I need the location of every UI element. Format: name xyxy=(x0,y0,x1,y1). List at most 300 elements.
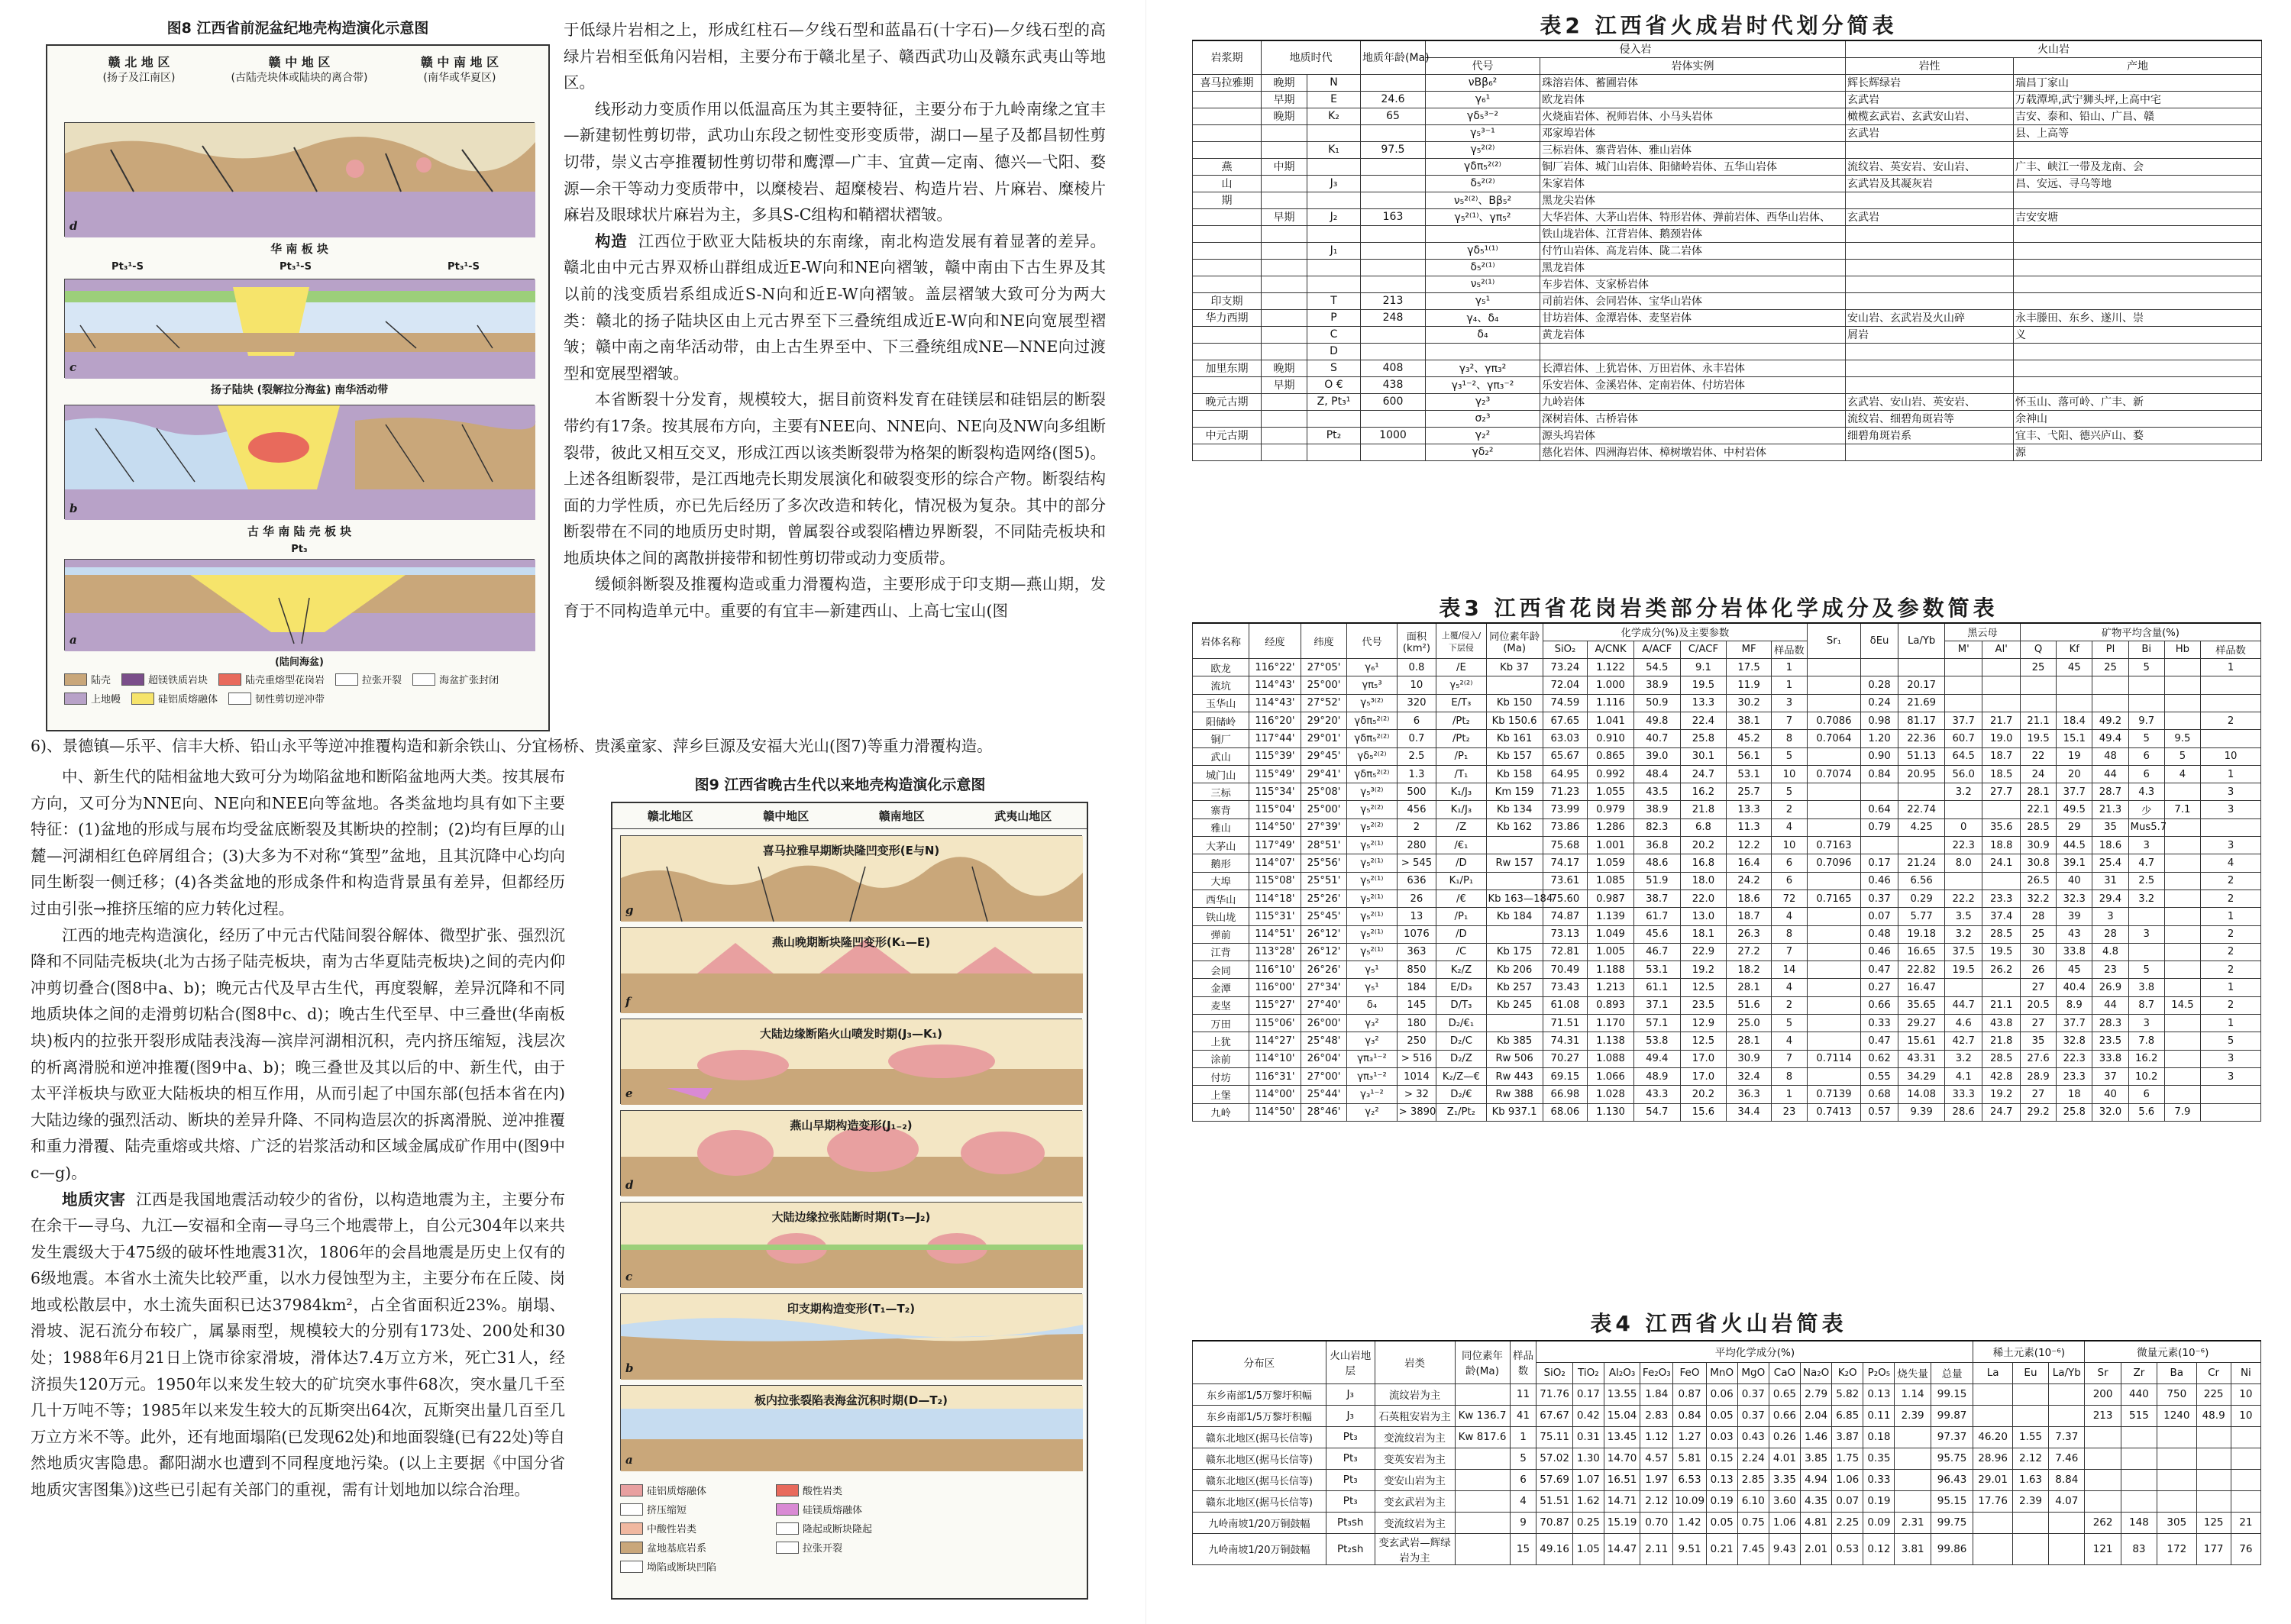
t3-cell: 27°39' xyxy=(1301,818,1347,836)
t3-cell xyxy=(1898,659,1945,676)
t3-cell: 25.8 xyxy=(2057,1103,2092,1121)
t4-head-rock: 岩类 xyxy=(1375,1341,1455,1383)
t3-cell: 3.8 xyxy=(2128,979,2164,996)
fig9-panel-d xyxy=(620,1110,1082,1196)
t4-cell: 0.11 xyxy=(1863,1405,1895,1426)
t3-cell: 116°31' xyxy=(1249,1067,1301,1085)
t3-cell: 1.286 xyxy=(1588,818,1634,836)
t3-cell: 18.1 xyxy=(1680,925,1727,943)
t4-cell: 4.81 xyxy=(1801,1512,1832,1533)
t4-cell: 4 xyxy=(1510,1490,1536,1512)
t2-cell-sub xyxy=(1262,427,1307,444)
t4-cell: 0.05 xyxy=(1706,1405,1737,1426)
t3-cell: 30.1 xyxy=(1680,747,1727,765)
t3-cell: γπ₅³ xyxy=(1347,676,1397,694)
t3-cell: 3 xyxy=(2201,1067,2261,1085)
t3-cell: 25°08' xyxy=(1301,783,1347,801)
t3-cell: 73.43 xyxy=(1543,979,1587,996)
t4-cell: 4.01 xyxy=(1769,1448,1800,1469)
t4-cell: 0.31 xyxy=(1572,1426,1604,1448)
t3-cell: 9.39 xyxy=(1898,1103,1945,1121)
t3-cell: 28.5 xyxy=(1982,1050,2020,1067)
t4-cell: 15 xyxy=(1510,1533,1536,1564)
t4-cell: 0.35 xyxy=(1863,1448,1895,1469)
t3-cell: 27°05' xyxy=(1301,659,1347,676)
t3-cell: 13.3 xyxy=(1680,694,1727,712)
t3-cell: 27 xyxy=(2020,1086,2056,1103)
t4-cell: 1.05 xyxy=(1572,1533,1604,1564)
t4-cell: 3.85 xyxy=(1801,1448,1832,1469)
t3-cell: 0.27 xyxy=(1860,979,1898,996)
table-row xyxy=(1193,1426,2261,1448)
t4-cell: 51.51 xyxy=(1536,1490,1572,1512)
t2-cell-place xyxy=(2014,276,2262,292)
table-row xyxy=(1193,1490,2261,1512)
t2-cell-place xyxy=(2014,343,2262,360)
t4-cell: 95.75 xyxy=(1931,1448,1973,1469)
t3-cell: 25°00' xyxy=(1301,801,1347,818)
t3-cell-name: 九岭 xyxy=(1193,1103,1249,1121)
t3-cell: 35 xyxy=(2020,1032,2056,1050)
t3-cell: 73.24 xyxy=(1543,659,1587,676)
fig9-region: 赣中地区 xyxy=(763,809,809,823)
t3-cell: 18.2 xyxy=(1727,961,1771,979)
t4-cell xyxy=(2012,1533,2048,1564)
t3-cell: Kb 162 xyxy=(1486,818,1543,836)
t2-cell-place xyxy=(2014,360,2262,376)
t3-cell: 27°34' xyxy=(1301,979,1347,996)
t3-cell: 75.60 xyxy=(1543,889,1587,907)
table-row xyxy=(1193,1050,2261,1067)
t3-cell: Rw 506 xyxy=(1486,1050,1543,1067)
t2-cell-example: 三标岩体、寨背岩体、雅山岩体 xyxy=(1540,141,1846,158)
t2-cell-example: 车步岩体、支家桥岩体 xyxy=(1540,276,1846,292)
t3-head-acnk: A/CNK xyxy=(1588,641,1634,658)
t2-cell-period: D xyxy=(1307,343,1361,360)
fig8-panel-b-label: 古 华 南 陆 壳 板 块 xyxy=(247,525,352,538)
table-row xyxy=(1193,872,2261,889)
t4-cell xyxy=(1895,1490,1931,1512)
t2-cell-age xyxy=(1361,410,1426,427)
t3-head-lon: 经度 xyxy=(1249,623,1301,659)
table-row xyxy=(1193,1533,2261,1564)
fig9-panel-c-letter: c xyxy=(625,1270,633,1283)
t3-cell: 22.36 xyxy=(1898,730,1945,747)
t3-cell: D₂/€ xyxy=(1436,1086,1486,1103)
t3-cell: 0.48 xyxy=(1860,925,1898,943)
t3-cell: /Z xyxy=(1436,818,1486,836)
t3-cell: 38.9 xyxy=(1633,676,1680,694)
t3-cell: 14.5 xyxy=(2164,996,2200,1014)
t4-cell: 225 xyxy=(2196,1383,2231,1405)
t4-cell xyxy=(2231,1469,2260,1490)
t4-cell: 21 xyxy=(2231,1512,2260,1533)
t2-cell-place: 吉安安塘 xyxy=(2014,208,2262,225)
table-row xyxy=(1193,1469,2261,1490)
t4-cell xyxy=(2049,1405,2085,1426)
t2-head-era: 岩浆期 xyxy=(1193,40,1262,74)
t3-cell: /€₁ xyxy=(1436,837,1486,854)
t3-cell: 116°00' xyxy=(1249,979,1301,996)
t4-cell: 14.70 xyxy=(1604,1448,1640,1469)
t3-cell: 0.28 xyxy=(1860,676,1898,694)
t2-cell-sub xyxy=(1262,410,1307,427)
t4-cell: 440 xyxy=(2121,1383,2157,1405)
t4-cell: 10.09 xyxy=(1673,1490,1706,1512)
t4-cell: 172 xyxy=(2157,1533,2196,1564)
fig9-legend-item: 中酸性岩类 xyxy=(620,1521,765,1535)
t3-cell: 5.6 xyxy=(2128,1103,2164,1121)
t3-cell: γ₅³⁽²⁾ xyxy=(1347,694,1397,712)
t4-cell: 262 xyxy=(2085,1512,2121,1533)
t3-cell: 20.5 xyxy=(2020,996,2056,1014)
t3-cell: 70.27 xyxy=(1543,1050,1587,1067)
t4-cell: 0.18 xyxy=(1863,1426,1895,1448)
t2-cell-era: 华力西期 xyxy=(1193,309,1262,326)
t2-cell-sub: 早期 xyxy=(1262,208,1307,225)
t3-cell: 56.1 xyxy=(1727,747,1771,765)
t3-cell: γδ₅²⁽²⁾ xyxy=(1347,747,1397,765)
t3-cell: 1.055 xyxy=(1588,783,1634,801)
t3-cell: 0.7 xyxy=(1397,730,1436,747)
t3-cell: 4 xyxy=(2164,765,2200,783)
t2-cell-code: γ₅²⁽²⁾ xyxy=(1426,141,1540,158)
t3-head-n: 样品数 xyxy=(1771,641,1807,658)
t4-cell xyxy=(2196,1448,2231,1469)
t3-cell: 114°43' xyxy=(1249,694,1301,712)
text-col-left xyxy=(31,764,565,1503)
t2-cell-code: νBβ₆² xyxy=(1426,74,1540,91)
t2-cell-rock xyxy=(1846,192,2014,208)
table3-title: 表3 江西省花岗岩类部分岩体化学成分及参数简表 xyxy=(1439,596,1999,621)
t3-cell: 3 xyxy=(2201,783,2261,801)
t3-cell: 22.4 xyxy=(1680,712,1727,729)
t3-cell xyxy=(1860,659,1898,676)
t3-cell: E/T₃ xyxy=(1436,694,1486,712)
t4-cell: 变流纹岩为主 xyxy=(1375,1426,1455,1448)
t4-cell: 95.15 xyxy=(1931,1490,1973,1512)
t3-cell: 0.62 xyxy=(1860,1050,1898,1067)
t3-cell: 2 xyxy=(2201,889,2261,907)
t3-cell: 19.2 xyxy=(1982,1086,2020,1103)
t3-cell-name: 万田 xyxy=(1193,1015,1249,1032)
t4-subhead-cell: Cr xyxy=(2196,1362,2231,1383)
paragraph: 缓倾斜断裂及推覆构造或重力滑覆构造，主要形成于印支期—燕山期，发育于不同构造单元中。重要的有宜丰—新建西山、上高七宝山(图 xyxy=(564,575,1106,621)
t2-cell-age: 248 xyxy=(1361,309,1426,326)
t3-cell: 1 xyxy=(1771,1086,1807,1103)
t3-cell: Kb 37 xyxy=(1486,659,1543,676)
t3-cell: 35.6 xyxy=(1982,818,2020,836)
t4-cell: 变玄武岩—辉绿岩为主 xyxy=(1375,1533,1455,1564)
t3-cell: 24.1 xyxy=(1982,854,2020,872)
fig9-panel-f-name: 燕山晚期断块隆凹变形(K₁—E) xyxy=(771,935,931,949)
t3-cell: 3.5 xyxy=(1945,908,1982,925)
t3-cell: 61.7 xyxy=(1633,908,1680,925)
t3-cell: 38.9 xyxy=(1633,801,1680,818)
t4-cell: 0.26 xyxy=(1769,1426,1800,1448)
t3-cell: 1.088 xyxy=(1588,1050,1634,1067)
t3-cell: 63.03 xyxy=(1543,730,1587,747)
t3-cell: 3 xyxy=(2128,925,2164,943)
t3-cell: K₁/J₃ xyxy=(1436,801,1486,818)
t2-cell-period: K₁ xyxy=(1307,141,1361,158)
t3-cell: 48.4 xyxy=(1633,765,1680,783)
t3-cell: 18.6 xyxy=(1727,889,1771,907)
t3-cell: 850 xyxy=(1397,961,1436,979)
t3-cell: 5.77 xyxy=(1898,908,1945,925)
t3-cell-name: 流坑 xyxy=(1193,676,1249,694)
t4-cell: 46.20 xyxy=(1973,1426,2012,1448)
t3-cell: 0.07 xyxy=(1860,908,1898,925)
t2-cell-age: 65 xyxy=(1361,108,1426,124)
t3-cell: 64.5 xyxy=(1945,747,1982,765)
t3-cell: 2 xyxy=(2201,961,2261,979)
t4-cell: 0.70 xyxy=(1640,1512,1673,1533)
t2-cell-period xyxy=(1307,124,1361,141)
t2-head-rock: 岩性 xyxy=(1846,57,2014,74)
t3-cell-name: 三标 xyxy=(1193,783,1249,801)
t3-cell xyxy=(2164,659,2200,676)
t3-cell xyxy=(1808,925,1861,943)
table-row xyxy=(1193,427,2262,444)
t2-cell-place: 宜丰、弋阳、德兴庐山、婺 xyxy=(2014,427,2262,444)
t3-cell: 280 xyxy=(1397,837,1436,854)
t4-cell: 变流纹岩为主 xyxy=(1375,1512,1455,1533)
t3-cell: γ₅²⁽¹⁾ xyxy=(1347,889,1397,907)
t3-cell xyxy=(2128,943,2164,961)
t3-cell: 28.7 xyxy=(2092,783,2128,801)
t4-cell: 1.06 xyxy=(1832,1469,1863,1490)
t2-cell-code: γ₆¹ xyxy=(1426,91,1540,108)
t3-cell-name: 欧龙 xyxy=(1193,659,1249,676)
t4-cell: 2.39 xyxy=(2012,1490,2048,1512)
t4-cell: 7.46 xyxy=(2049,1448,2085,1469)
t2-cell-place: 永丰滕田、东乡、遂川、崇 xyxy=(2014,309,2262,326)
fig9-legend-item: 坳陷或断块凹陷 xyxy=(620,1559,765,1574)
t3-cell: 9.7 xyxy=(2128,712,2164,729)
t3-cell: 38.1 xyxy=(1727,712,1771,729)
t3-cell: 15.1 xyxy=(2057,730,2092,747)
t3-cell: 1.049 xyxy=(1588,925,1634,943)
t3-cell: 29°01' xyxy=(1301,730,1347,747)
t3-cell: 3.2 xyxy=(1945,1050,1982,1067)
t4-subhead-cell: FeO xyxy=(1673,1362,1706,1383)
t3-cell: Kb 157 xyxy=(1486,747,1543,765)
t4-cell: 11 xyxy=(1510,1383,1536,1405)
t3-cell: 25.7 xyxy=(1727,783,1771,801)
fig8-panel-a xyxy=(64,559,535,651)
fig8-label-pt1: Pt₃¹-S xyxy=(111,261,144,273)
t4-subhead-cell: MnO xyxy=(1706,1362,1737,1383)
t3-cell: 19.18 xyxy=(1898,925,1945,943)
t2-cell-code: σ₂³ xyxy=(1426,410,1540,427)
t3-cell-name: 寨背 xyxy=(1193,801,1249,818)
t3-cell xyxy=(2164,1067,2200,1085)
fig9-legend-item: 硅铝质熔融体 xyxy=(620,1483,765,1497)
t4-cell: 1.75 xyxy=(1832,1448,1863,1469)
t2-cell-sub xyxy=(1262,259,1307,276)
t3-cell: 61.08 xyxy=(1543,996,1587,1014)
t3-cell: 0.84 xyxy=(1860,765,1898,783)
t4-cell: 148 xyxy=(2121,1512,2157,1533)
t3-cell: 36.3 xyxy=(1727,1086,1771,1103)
t4-cell: 1.46 xyxy=(1801,1426,1832,1448)
t3-cell: 2 xyxy=(1397,818,1436,836)
t4-cell xyxy=(2157,1490,2196,1512)
t3-cell: 5 xyxy=(1771,783,1807,801)
t2-head-code: 代号 xyxy=(1426,57,1540,74)
t2-cell-era xyxy=(1193,276,1262,292)
t3-cell: 12.5 xyxy=(1680,979,1727,996)
t4-cell: 75.11 xyxy=(1536,1426,1572,1448)
t4-subhead-cell: Na₂O xyxy=(1801,1362,1832,1383)
table-row xyxy=(1193,276,2262,292)
t3-cell: 43.8 xyxy=(1982,1015,2020,1032)
t3-cell: γ₅²⁽²⁾ xyxy=(1347,818,1397,836)
t4-cell: 1.55 xyxy=(2012,1426,2048,1448)
t4-cell: 0.13 xyxy=(1706,1469,1737,1490)
t3-cell: 5 xyxy=(2164,747,2200,765)
fig9-panel-b xyxy=(620,1293,1082,1379)
t4-cell: 99.15 xyxy=(1931,1383,1973,1405)
t3-head-rel: 上覆/侵入/下层侵 xyxy=(1436,623,1486,659)
t3-cell xyxy=(1982,979,2020,996)
t3-cell-name: 西华山 xyxy=(1193,889,1249,907)
t4-subhead-cell: CaO xyxy=(1769,1362,1800,1383)
t3-cell xyxy=(2128,908,2164,925)
t3-cell: Z₁/Pt₂ xyxy=(1436,1103,1486,1121)
t3-cell: 32.3 xyxy=(2057,889,2092,907)
t3-cell: 2.5 xyxy=(2128,872,2164,889)
t4-cell: 5 xyxy=(1510,1448,1536,1469)
t3-cell: 1.3 xyxy=(1397,765,1436,783)
t3-cell: 74.17 xyxy=(1543,854,1587,872)
t3-cell: 56.0 xyxy=(1945,765,1982,783)
t3-cell: 37.1 xyxy=(1633,996,1680,1014)
t2-cell-rock: 玄武岩及其凝灰岩 xyxy=(1846,175,2014,192)
t3-cell: 13 xyxy=(1397,908,1436,925)
t3-cell: 60.7 xyxy=(1945,730,1982,747)
t3-cell: 25°26' xyxy=(1301,889,1347,907)
t3-cell: 0.47 xyxy=(1860,961,1898,979)
t3-cell: 1.066 xyxy=(1588,1067,1634,1085)
t3-cell: 29 xyxy=(2057,818,2092,836)
t3-cell xyxy=(2164,837,2200,854)
t3-cell: γ₅²⁽¹⁾ xyxy=(1347,854,1397,872)
t3-cell: Kb 937.1 xyxy=(1486,1103,1543,1121)
t4-cell xyxy=(2121,1469,2157,1490)
t2-cell-age: 163 xyxy=(1361,208,1426,225)
t3-cell: 71.51 xyxy=(1543,1015,1587,1032)
t2-cell-code: γ₅¹ xyxy=(1426,292,1540,309)
t3-cell: 3 xyxy=(2201,1050,2261,1067)
t3-cell xyxy=(1808,872,1861,889)
t4-cell: 0.09 xyxy=(1863,1512,1895,1533)
t3-cell: Kb 158 xyxy=(1486,765,1543,783)
t3-cell: 115°06' xyxy=(1249,1015,1301,1032)
t3-cell: 45 xyxy=(2057,659,2092,676)
t3-cell: 116°20' xyxy=(1249,712,1301,729)
t3-cell xyxy=(2020,676,2056,694)
t2-cell-place: 昌、安远、寻乌等地 xyxy=(2014,175,2262,192)
t3-cell xyxy=(2092,694,2128,712)
t3-cell-name: 金潭 xyxy=(1193,979,1249,996)
t3-cell: 49.4 xyxy=(2092,730,2128,747)
t4-cell xyxy=(2085,1426,2121,1448)
t3-cell: 40.7 xyxy=(1633,730,1680,747)
table-row xyxy=(1193,783,2261,801)
t2-cell-code: γ₃¹⁻²、γπ₃⁻² xyxy=(1426,376,1540,393)
t3-cell: 0.992 xyxy=(1588,765,1634,783)
t2-cell-sub xyxy=(1262,225,1307,242)
t3-cell-name: 大茅山 xyxy=(1193,837,1249,854)
t3-cell xyxy=(2164,676,2200,694)
t2-cell-place: 万载潭埠,武宁狮头坪,上高中宅 xyxy=(2014,91,2262,108)
t3-cell: K₂/Z—€ xyxy=(1436,1067,1486,1085)
t3-cell: 24 xyxy=(2020,765,2056,783)
t2-cell-sub: 晚期 xyxy=(1262,74,1307,91)
t3-cell: /E xyxy=(1436,659,1486,676)
t3-cell: /D xyxy=(1436,854,1486,872)
t2-cell-code: γδ₂² xyxy=(1426,444,1540,460)
t3-cell: γ₅¹ xyxy=(1347,979,1397,996)
t4-subhead-cell: MgO xyxy=(1737,1362,1769,1383)
t3-cell: 51.9 xyxy=(1633,872,1680,889)
t4-cell: 15.19 xyxy=(1604,1512,1640,1533)
t3-cell: 11.3 xyxy=(1727,818,1771,836)
t3-head-code: 代号 xyxy=(1347,623,1397,659)
t2-cell-period: J₃ xyxy=(1307,175,1361,192)
t2-cell-code: γ₂³ xyxy=(1426,393,1540,410)
t3-cell: > 3890 xyxy=(1397,1103,1436,1121)
t3-cell: 23.5 xyxy=(2092,1032,2128,1050)
t3-cell: /D xyxy=(1436,925,1486,943)
t3-cell: 25°56' xyxy=(1301,854,1347,872)
t3-cell: 30.8 xyxy=(2020,854,2056,872)
t2-cell-sub: 早期 xyxy=(1262,91,1307,108)
t4-cell: 14.71 xyxy=(1604,1490,1640,1512)
t3-cell: 0.90 xyxy=(1860,747,1898,765)
fig8-title: 图8 江西省前泥盆纪地壳构造演化示意图 xyxy=(166,20,429,37)
t2-cell-period: P xyxy=(1307,309,1361,326)
t3-cell: γ₃² xyxy=(1347,1015,1397,1032)
t3-cell: 3 xyxy=(2201,837,2261,854)
t3-cell: 39.1 xyxy=(2057,854,2092,872)
t2-cell-rock xyxy=(1846,141,2014,158)
t2-cell-era xyxy=(1193,410,1262,427)
t4-cell: 0.66 xyxy=(1769,1405,1800,1426)
t2-cell-period xyxy=(1307,259,1361,276)
t3-cell: 40 xyxy=(2092,1086,2128,1103)
t3-cell: 14 xyxy=(1771,961,1807,979)
t3-cell: 0.979 xyxy=(1588,801,1634,818)
t3-cell xyxy=(1486,837,1543,854)
t3-cell: 1.138 xyxy=(1588,1032,1634,1050)
t3-cell xyxy=(1808,1032,1861,1050)
t2-cell-sub xyxy=(1262,444,1307,460)
t4-cell: 0.13 xyxy=(1863,1383,1895,1405)
table-row xyxy=(1193,91,2262,108)
t3-cell: 0.68 xyxy=(1860,1086,1898,1103)
t4-cell: 5.81 xyxy=(1673,1448,1706,1469)
t2-cell-example: 欧龙岩体 xyxy=(1540,91,1846,108)
t3-cell-name: 武山 xyxy=(1193,747,1249,765)
paragraph: 于低绿片岩相之上，形成红柱石—夕线石型和蓝晶石(十字石)—夕线石型的高绿片岩相至低角闪岩相，主要分布于赣北星子、赣西武功山及赣东武夷山等地区。 xyxy=(564,21,1106,92)
table-row xyxy=(1193,676,2261,694)
t3-cell: γδπ₅²⁽²⁾ xyxy=(1347,712,1397,729)
t3-cell: 35.65 xyxy=(1898,996,1945,1014)
table-row xyxy=(1193,818,2261,836)
